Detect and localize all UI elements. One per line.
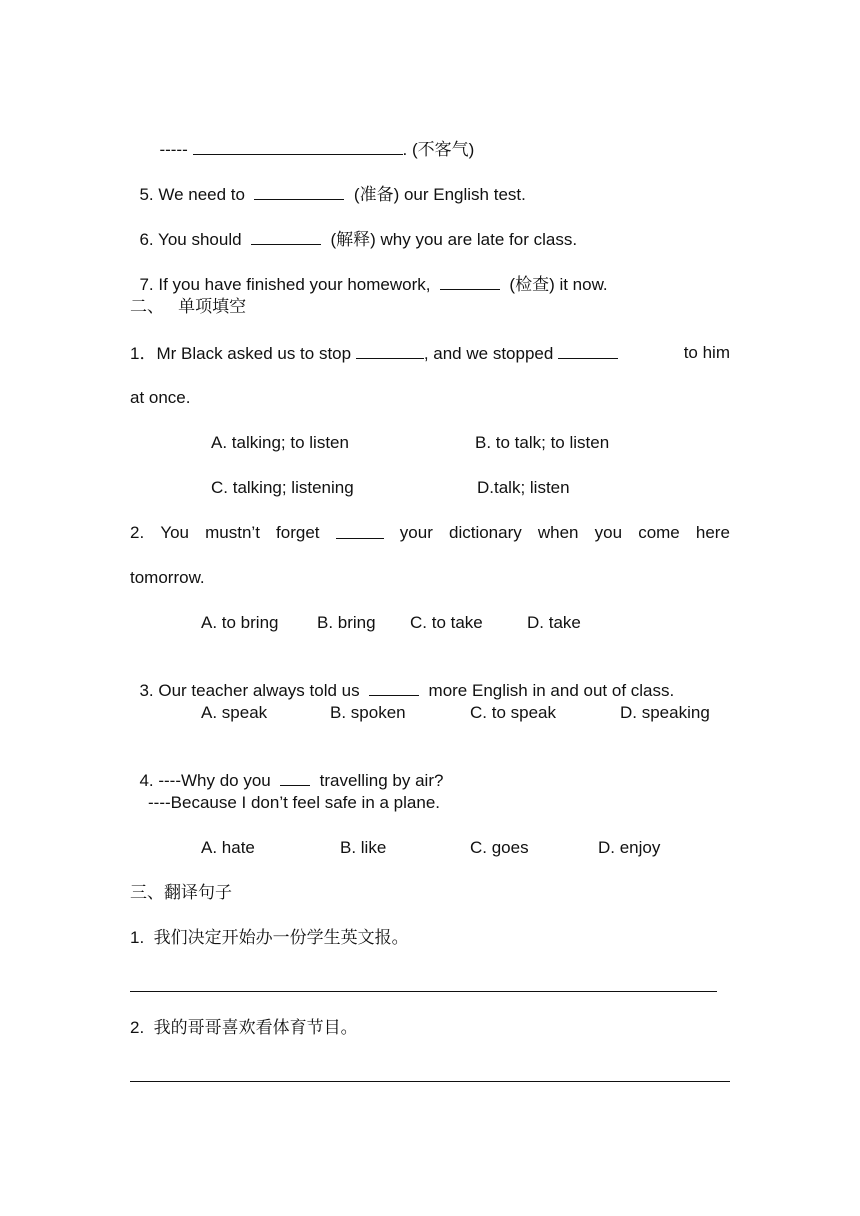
word: when	[537, 523, 579, 542]
translate-item-2: 2. 我的哥哥喜欢看体育节目。	[130, 1018, 358, 1037]
question-text: 3. Our teacher always told us	[139, 681, 360, 700]
word: dictionary	[448, 523, 522, 542]
word: you	[594, 523, 623, 542]
option-b[interactable]: B. bring	[317, 613, 376, 632]
answer-line[interactable]	[130, 991, 717, 992]
option-b[interactable]: B. to talk; to listen	[475, 433, 610, 452]
reply-prefix: -----	[159, 140, 188, 159]
option-c[interactable]: C. to speak	[470, 703, 556, 722]
option-c[interactable]: C. to take	[410, 613, 483, 632]
word: You	[160, 523, 189, 542]
word: come	[638, 523, 680, 542]
question-text-end: to him	[683, 343, 730, 362]
fill-item-after: (准备) our English test.	[353, 185, 526, 204]
fill-item-text: 6. You should	[139, 230, 242, 249]
option-a[interactable]: A. to bring	[201, 613, 279, 632]
question-4	[130, 747, 443, 792]
word: 2.	[130, 523, 145, 542]
option-d[interactable]: D. take	[527, 613, 581, 632]
option-a[interactable]: A. speak	[201, 703, 268, 722]
word: here	[695, 523, 730, 542]
fill-item-text: 7. If you have finished your homework,	[139, 275, 431, 294]
answer-line[interactable]	[130, 1081, 730, 1082]
fill-item-after: (检查) it now.	[509, 275, 608, 294]
fill-item-5	[130, 161, 526, 206]
fill-item-after: (解释) why you are late for class.	[330, 230, 578, 249]
answer-blank[interactable]	[280, 769, 310, 786]
fill-item-6	[130, 206, 577, 251]
reply-suffix: . (不客气)	[402, 140, 475, 159]
option-b[interactable]: B. like	[340, 838, 387, 857]
answer-blank[interactable]	[254, 183, 344, 200]
fill-item-text: 5. We need to	[139, 185, 245, 204]
option-c[interactable]: C. talking; listening	[211, 478, 354, 497]
fill-item-7	[130, 251, 608, 296]
question-2	[130, 522, 730, 544]
option-c[interactable]: C. goes	[470, 838, 529, 857]
word: mustn’t	[205, 523, 260, 542]
question-4-reply: ----Because I don’t feel safe in a plane.	[148, 793, 440, 812]
reply-line	[150, 116, 474, 161]
option-a[interactable]: A. hate	[201, 838, 255, 857]
question-text-after: travelling by air?	[319, 771, 444, 790]
option-a[interactable]: A. talking; to listen	[211, 433, 349, 452]
option-d[interactable]: D. speaking	[620, 703, 710, 722]
option-d[interactable]: D. enjoy	[598, 838, 661, 857]
answer-blank[interactable]	[369, 679, 419, 696]
option-b[interactable]: B. spoken	[330, 703, 406, 722]
word: your	[399, 523, 433, 542]
translate-item-1: 1. 我们决定开始办一份学生英文报。	[130, 928, 409, 947]
section-2-title: 二、 单项填空	[130, 297, 247, 316]
answer-blank[interactable]	[558, 342, 618, 359]
question-text: 1．Mr Black asked us to stop , and we stopped	[130, 342, 618, 365]
question-text: 4. ----Why do you	[139, 771, 271, 790]
question-3	[130, 657, 674, 702]
answer-blank[interactable]	[193, 138, 403, 155]
section-3-title: 三、翻译句子	[130, 883, 232, 902]
option-d[interactable]: D.talk; listen	[477, 478, 570, 497]
question-1-cont: at once.	[130, 388, 191, 407]
answer-blank[interactable]	[356, 342, 424, 359]
question-1	[130, 342, 730, 365]
answer-blank[interactable]	[440, 273, 500, 290]
answer-blank[interactable]	[336, 522, 384, 539]
question-2-cont: tomorrow.	[130, 568, 205, 587]
question-text-after: more English in and out of class.	[428, 681, 675, 700]
word: forget	[276, 523, 320, 542]
answer-blank[interactable]	[251, 228, 321, 245]
